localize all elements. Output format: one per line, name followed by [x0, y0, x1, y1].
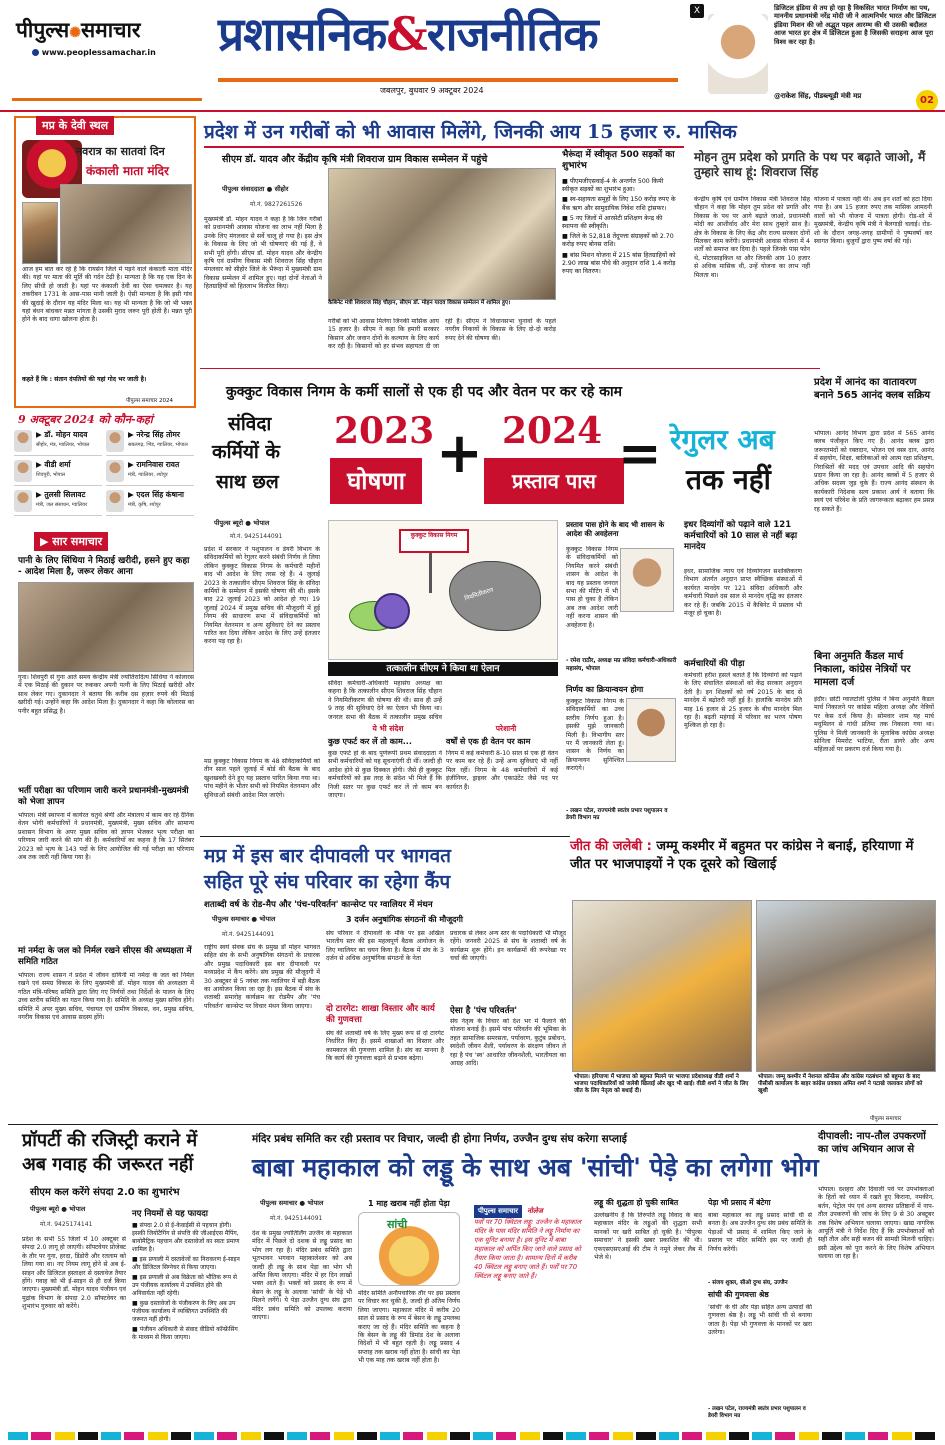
saar-b3: भोपाल। राज्य शासन ने प्रदेश में जीवन दायिनी मां नर्मदा के जल को निर्मल रखने एवं समग्र विकास के लिए मुख्यमंत्री डॉ. मोहन यादव की अध्यक्षता में गठित मंत्रि-परिषद समिति द्वारा लिए गए निर्णयों तथा निर्देशों के पालन के लिए उच्च स्तरीय समिति का गठन किया गया है। समिति के अध्यक्ष मुख्य सचिव होंगे। समिति में अपर मुख्य सचिव, पंचायत एवं ग्रामीण विकास, वन, प्रमुख सचिव, नगरीय विकास एवं आवास सदस्य होंगे। — [18, 972, 194, 1022]
sub1-body: कुछ एफर्ट हो के बाद पूर्णरूपी प्रथम संवाददाता ने सभी कर्मचारियों को यह सूचनाएंगी दी थीं। जल्दी ही आदेश होने से कुछ दिक्कत होगी। जैसे ही कुक्कुट कर्मचारियों को इस तरह के संदेश भी मिले हैं कि निजी सतर पर कुछ एफर्ट कर लें तो काम बन जाएगा। — [328, 750, 442, 800]
cmyk-swatch — [752, 1432, 772, 1440]
lead-byline: पीपुल्स संवाददाता ● सीहोर — [222, 185, 289, 193]
kukkut-rule-top — [200, 368, 820, 369]
schedule-title: 9 अक्टूबर 2024 को कौन-कहां — [18, 413, 153, 426]
page-number: 02 — [916, 90, 938, 112]
jalebi-headline: जम्मू कश्मीर में बहुमत पर कांग्रेस ने बनाई, हरियाणा में जीत पर भाजपाइयों ने एक दूसरे को खिलाई — [570, 839, 914, 872]
orange-rule — [12, 98, 202, 101]
saar-b1: गुना। शिवपुरी से गुना आते समय केन्द्रीय मंत्री ज्योतिरादित्य सिंधिया ने कोलारस में एक मिठाई की दुकान पर रुककर अपनी पत्नी के लिए मिठाई खरीदी और साथ लेकर गए। दुकानदार ने बताया कि करीब दस हज़ार रुपये की मिठाई खरीदी गई। उन्होंने कहा कि आदेश मिला है। दुकानदार ने कहा कि कोलारस का पनीर बहुत प्रसिद्ध है। — [18, 674, 194, 715]
kukkut-body2: मप्र कुक्कुट विकास निगम के 48 संविदाकर्मियों को तीन साल पहले जुलाई में बोर्ड की बैठक के बाद खुशखबरी देने हुए यह प्रस्ताव पारित किया गया था। पांच महीने के भीतर सभी को नियमित वेतनमान और सुविधाओं संबंधी आदेश मिल जाएंगे। — [204, 758, 320, 799]
schedule-entry — [106, 458, 194, 486]
bottom-divider — [8, 1124, 938, 1125]
bhairunda-title: भैरूंदा में स्वीकृत 500 सड़कों का शुभारंभ — [562, 150, 675, 171]
bhairunda-point: ■ स्व-सहायता समूहों के लिए 150 करोड़ रुपए के बैंक ऋण और सामुदायिक निवेश राशि ट्रांसफर। — [562, 196, 676, 212]
person-icon — [14, 490, 32, 512]
anand-body: भोपाल। आनंद विभाग द्वारा प्रदेश में 565 आनंद क्लब पंजीकृत किए गए हैं। आनंद क्लब द्वारा जरूरतमंदों को रक्तदान, भोजन एवं वस्त्र दान, आनंद में सहयोग, शिक्षा, बालिकाओं को आत्म रक्षा प्रशिक्षण, निराश्रितों की मदद एवं उपचार आदि की सहयोग प्रदान किया जा रहा है। आनंद क्लबों में 5 हजार से अधिक सदस्य जुड़ चुके हैं। राज्य आनंद संस्थान के कार्यकारी निदेशक सत्य प्रकाश आर्य ने बताया कि स्वयं एवं परिवेश के प्रति जागरूकता बढ़ाकर हम प्रसन्न रह सकते हैं। — [814, 430, 934, 513]
cmyk-swatch — [496, 1432, 516, 1440]
devi-footnote: कहते हैं कि : संतान दंपतियों की यहां गोद भर जाती है। — [22, 376, 147, 383]
mahakal-col3-title: लड्डू की शुद्धता हो चुकी साबित — [594, 1198, 679, 1207]
mahakal-kicker2: 1 माह खराब नहीं होता पेड़ा — [368, 1199, 450, 1208]
lead-body2: गरीबों को भी आवास मिलेगा जिनकी मासिक आय 15 हजार है। सीएम ने कहा कि हमारी सरकार किसान और जवान दोनों के कल्याण के लिए कार्य कर रही है। किसानों को हर संभव सहायता दी जा रही है। सीएम ने विधानसभा चुनावों के पहले नगरीय निकायों के विकास के लिए दो-दो करोड़ रुपए देने की घोषणा की। — [328, 318, 556, 351]
mahakal-col3-body: उल्लेखनीय है कि तिरुपति लड्डू विवाद के बाद महाकाल मंदिर के लड्डुओं की शुद्धता सभी मानकों पर खरी साबित हो चुकी है। 'पीपुल्स समाचार' ने इसकी खबर प्रकाशित की थी। एफएसएसएआई की टीम ने नमूने लेकर लैब में भेजे थे। — [594, 1212, 702, 1262]
section-title-underline — [218, 78, 678, 82]
devi-header: मप्र के देवी स्थल — [36, 116, 114, 135]
mahakal-col4-body2: 'सांची' के घी और पेड़ा सहित अन्य उत्पादों की गुणवत्ता श्रेष्ठ है। लड्डू भी सांची घी से बनाया जाता है। पेड़ा भी गुणवत्ता के मानकों पर खरा उतरेगा। — [708, 1304, 812, 1337]
idhar-sub-body: कर्मचारी हरीश हसले बताते हैं कि दिव्यांगों को पढ़ाने के लिए संचालित संस्थाओं को केंद्र सरकार अनुदान देती है। इन शिक्षकों को वर्ष 2015 के बाद से मानदेय में बढ़ोतरी नहीं हुई है। हालांकि मानदेय प्रति माह 16 हजार से 25 हजार के बीच मानदेय मिल रहा है। बढ़ती महंगाई में परिवार का भरण पोषण मुश्किल हो रहा है। — [684, 672, 802, 730]
website[interactable]: www.peoplessamachar.in — [32, 48, 156, 57]
person-icon — [14, 460, 32, 482]
bhairunda-points — [562, 178, 678, 278]
cmyk-swatch — [217, 1432, 237, 1440]
lead-rule — [204, 146, 684, 148]
quote1-title: प्रस्ताव पास होने के बाद भी शासन के आदेश की अवहेलना — [566, 520, 665, 538]
idol-photo — [60, 184, 192, 264]
saar-b2: भोपाल। मंत्री स्थापना में कार्यरत चतुर्थ श्रेणी और मंत्रालय में काम कर रहे दैनिक वेतन भोगी कर्मचारियों ने प्रधानमंत्री, मुख्यमंत्री, मुख्य सचिव और सामान्य प्रशासन विभाग के अपर मुख्य सचिव को ज्ञापन भेजकर भृत्य परीक्षा का परिणाम जारी करने की मांग की है। कर्मचारियों का कहना है कि 17 सितंबर 2023 को भृत्य के 143 पदों के लिए आयोजित की गई परीक्षा का परिणाम अब तक जारी नहीं किया गया है। — [18, 812, 194, 862]
jalebi-kicker: जीत की जलेबी : — [570, 839, 652, 854]
cmyk-swatch — [78, 1432, 98, 1440]
cmyk-swatch — [148, 1432, 168, 1440]
property-body: प्रदेश के सभी 55 जिलों में 10 अक्टूबर से संपदा 2.0 लागू हो जाएगी। सॉफ्टवेयर प्रोजेक्ट के तौर पर गुना, हरदा, डिंडोरी और रतलाम को लिया गया था। नए नियम लागू होने से अब ई-साइन और डिजिटल हस्ताक्षर से दस्तावेज तैयार होंगे। गवाह को भी ई-साइन से ही दर्ज किया जाएगा। मुख्यमंत्री डॉ. मोहन यादव पंजीयन एवं मुद्रांक विभाग के संपदा 2.0 सॉफ्टवेयर का शुभारंभ गुरुवार को करेंगे। — [22, 1236, 126, 1311]
box-tag: नोलेज — [527, 1207, 543, 1215]
bhagwat-sub2-title: ऐसा है 'पंच परिवर्तन' — [450, 1006, 517, 1016]
cartoon-caption: तत्कालीन सीएम ने किया था ऐलान — [328, 662, 558, 676]
devi-title2: कंकाली माता मंदिर — [86, 164, 169, 178]
rock-label: नियमितीकरण — [463, 586, 495, 603]
bhagwat-headline2: सहित पूरे संघ परिवार का रहेगा कैंप — [204, 871, 451, 893]
schedule-entry — [106, 428, 194, 456]
globe-icon — [32, 49, 39, 56]
logo-left-text: पीपुल्स — [16, 17, 70, 42]
bhagwat-byline: पीपुल्स समाचार ● भोपाल — [212, 915, 276, 923]
shivraj-headline: मोहन तुम प्रदेश को प्रगति के पथ पर बढ़ाते जाओ, मैं तुम्हारे साथ हूं: शिवराज सिंह — [694, 150, 926, 179]
jalebi-caption2: भोपाल। जम्मू कश्मीर में नेशनल कॉन्फ्रेंस और कांग्रेस गठबंधन को बहुमत के बाद पीसीसी कार्यालय के बाहर कांग्रेस प्रवक्ता अमित शर्मा ने पटाखे जलाकर लोगों को खुशी — [758, 1074, 923, 1095]
schedule-name: ▶ नरेन्द्र सिंह तोमर — [128, 430, 180, 439]
cmyk-swatch — [822, 1432, 842, 1440]
property-phone: मो.नं. 9425174141 — [40, 1221, 93, 1228]
cmyk-swatch — [706, 1432, 726, 1440]
mahakal-body2: मंदिर समिति अनौपचारिक तौर पर इस प्रस्ताव पर विचार कर चुकी है, जल्दी ही अंतिम निर्णय लिया जाएगा। महाकाल मंदिर में करीब 20 साल से प्रसाद के रूप में बेसन के लड्डू उपलब्ध कराए जा रहे हैं। मंदिर समिति का कहना है कि बेसन के लड्डू की डिमांड देश के अलावा विदेशों में भी बहुत रहती है। लड्डू प्रसाद 4 सप्ताह तक खराब नहीं होता है। सांची का पेड़ा भी एक माह तक खराब नहीं होता है। — [358, 1290, 460, 1365]
kukkut-body: प्रदेश में सरकार ने पशुपालन व डेयरी विभाग के संविदाकर्मियों को रेगुलर करने संबंधी निर्णय ले लिया लेकिन कुक्कुट विकास निगम के कर्मचारी महीनों बाद भी आदेश के लिए तरस रहे हैं। 4 जुलाई 2023 के तत्कालीन सीएम शिवराज सिंह के संविदा कर्मियों के सम्मेलन में इसकी घोषणा की थी। इसके बाद 22 जुलाई 2023 को आदेश हो गए। 19 जुलाई 2024 में प्रमुख सचिव की मौजूदगी में हुई निगम की साधारण सभा में संविदाकर्मियों को नियमित वेतनमान व अन्य सुविधाएं देने का प्रस्ताव पारित कर दिया लेकिन आदेश के लिए उन्हें इंतजार करना पड़ रहा है। — [204, 546, 320, 646]
schedule-place: शिवपुरी, भोपाल — [36, 472, 66, 478]
mahakal-col4-body: बाबा महाकाल का लड्डू प्रसाद सांची घी से बनता है। अब उज्जैन दुग्ध संघ प्रबंध समिति के पेड़ाओं भी प्रसाद में शामिल किए जाने के प्रस्ताव पर मंदिर समिति इस पर जल्दी ही निर्णय करेगी। — [708, 1212, 812, 1253]
naap-body: भोपाल। दशहरा और दिवाली पर्व पर उपभोक्ताओं के हितों को ध्यान में रखते हुए किराना, नमकीन, बर्तन, पेट्रोल पंप एवं अन्य सराफा प्रतिष्ठानों में नाप-तौल उपकरणों की जांच के लिए 9 से 30 अक्टूबर तक विशेष अभियान चलाया जाएगा। खाद्य नागरिक आपूर्ति मंत्री ने निर्देश दिए हैं कि उपभोक्ताओं को सही तौल और सही बजन की सामग्री मिलनी चाहिए। इसी उद्देश्य को पूरा करने के लिए विशेष अभियान चलाया जा रहा है। — [818, 1186, 934, 1261]
bhagwat-rule — [200, 836, 570, 837]
sub2-body: निगम में कई कर्मचारी 8-10 साल से एक ही वेतन पर काम कर रहे हैं। उन्हें अन्य सुविधाएं भी नहीं मिल रहीं। निगम के 48 कर्मचारियों में कई इंजीनियर, ड्राइवर और एकाउंटेंट जैसे पद पर कार्यरत हैं। — [446, 750, 558, 791]
cmyk-swatch — [636, 1432, 656, 1440]
label-prastav: प्रस्ताव पास — [484, 458, 624, 504]
bhagwat-body3: प्रचारक से लेकर अन्य स्तर के पदाधिकारी भी मौजूद रहेंगे। जनवरी 2025 से संघ के शताब्दी वर्ष के कार्यक्रम शुरू होंगे। इन कार्यक्रमों की रूपरेखा पर चर्चा की जाएगी। — [450, 930, 566, 963]
masthead-rule — [0, 110, 945, 112]
sub2-title: परेशानी — [495, 724, 517, 733]
plus-sign: + — [436, 421, 483, 486]
jalebi-caption1: भोपाल। हरियाणा में भाजपा को बहुमत मिलने पर भाजपा प्रदेशाध्यक्ष वीडी शर्मा ने भाजपा पदाधिकारियों को जलेबी खिलाई और खुद भी खाई। वीडी शर्मा ने जीत के लिए जीत के लिए नेतृत्व को बधाई दी। — [574, 1074, 749, 1095]
x-icon: X — [690, 4, 704, 18]
schedule-name: ▶ रामनिवास रावत — [128, 460, 180, 469]
cmyk-swatch — [543, 1432, 563, 1440]
saar-h1: पानी के लिए सिंधिया ने मिठाई खरीदी, हसने हुए कहा - आदेश मिला है, जरूर लेकर आना — [18, 556, 190, 577]
cmyk-swatch — [403, 1432, 423, 1440]
tagline-line1: संविदा — [228, 413, 272, 435]
schedule-place: मंत्री, कृषि, श्योपुर — [128, 502, 161, 508]
idhar-sub-title: कर्मचारियों की पीड़ा — [684, 659, 745, 669]
cmyk-swatch — [915, 1432, 935, 1440]
property-new-title: नए नियमों से यह फायदा — [132, 1209, 208, 1219]
cmyk-swatch — [264, 1432, 284, 1440]
naap-title: दीपावली: नाप-तौल उपकरणों का जांच अभियान आज से — [818, 1131, 926, 1155]
kukkut-phone: मो.नं. 9425144091 — [230, 533, 283, 540]
cmyk-swatch — [427, 1432, 447, 1440]
jalebi-photo1 — [572, 900, 752, 1072]
bhagwat-phone: मो.नं. 9425144091 — [222, 931, 275, 938]
quote-author: @राकेश सिंह, पीडब्ल्यूडी मंत्री मप्र — [774, 92, 862, 100]
shivraj-body: केन्द्रीय कृषि एवं ग्रामीण विकास मंत्री शिवराज सिंह चौहान ने कहा कि मोहन तुम प्रदेश को प्रगति और विकास के पथ पर आगे बढ़ाते जाओ, प्रधानमंत्री मोदी का आशीर्वाद और मेरा साथ तुम्हारे साथ है। क्षेत्र के विकास के लिए केंद्र और राज्य सरकार दोनों मिलकर काम करेंगी। प्रधानमंत्री आवास योजना में 4 शर्तों को समाप्त कर दिया है। पहले जिनके पास फोन थे, मोटरसाइकिल था और जिनकी आय 10 हजार से अधिक मासिक थी, उन्हें योजना का लाभ नहीं मिलता था। — [694, 196, 810, 279]
quote-box — [690, 4, 940, 112]
section-title: प्रशासनिक&राजनीतिक — [218, 7, 598, 61]
schedule-name: ▶ एदल सिंह कंषाना — [128, 490, 184, 499]
cmyk-swatch — [55, 1432, 75, 1440]
schedule-name: ▶ डॉ. मोहन यादव — [36, 430, 88, 439]
cmyk-swatch — [124, 1432, 144, 1440]
devi-title1: नवरात्र का सातवां दिन — [76, 145, 165, 158]
person-icon — [14, 430, 32, 452]
cartoon — [328, 520, 558, 660]
bhagwat-body: राष्ट्रीय स्वयं सेवक संघ के प्रमुख डॉ मोहन भागवत सहित संघ के सभी अनुषांगिक संगठनों के प्रचारक और प्रमुख पदाधिकारी इस बार दीपावली पर मध्यप्रदेश में कैंप करेंगे। संघ प्रमुख की मौजूदगी में 30 अक्टूबर से 5 नवंबर तक ग्वालियर में बड़ी बैठक का आयोजन किया जा रहा है। इस बैठक में संघ के शताब्दी समारोह कार्यक्रम का रोडमैप और 'पंच परिवर्तन' कान्सेप्ट पर विचार मंथन किया जाएगा। — [204, 944, 320, 1010]
lead-headline: प्रदेश में उन गरीबों को भी आवास मिलेंगे, जिनकी आय 15 हजार रु. मासिक — [204, 121, 737, 143]
quote2-body: कुक्कुट विकास निगम के संविदाकर्मियों का उच्च स्तरीय निर्णय हुआ है। इसकी मुझे जानकारी मिली है। विभागीय स्तर पर मैं जानकारी लेता हूं। शासन के निर्णय का क्रियान्वयन सुनिश्चित कराएंगे। — [566, 698, 624, 773]
mahakal-phone: मो.नं. 9425144091 — [270, 1215, 323, 1222]
quote1-photo — [620, 548, 674, 612]
mahakal-col4-title: पेड़ा भी प्रसाद में बंटेगा — [708, 1198, 771, 1207]
schedule-place: मंत्री, ग्वालियर, श्योपुर — [128, 472, 168, 478]
mahakal-headline: बाबा महाकाल को लड्डू के साथ अब 'सांची' पेड़े का लगेगा भोग — [252, 1153, 819, 1182]
quote1-by: - रमेश राठौर, अध्यक्ष मप्र संविदा कर्मचारी-अधिकारी महासंघ, भोपाल — [566, 658, 677, 672]
cmyk-swatch — [450, 1432, 470, 1440]
logo-star-icon: ✺ — [69, 25, 81, 41]
result-line1: रेगुलर अब — [670, 423, 775, 456]
mahakal-kicker: मंदिर प्रबंध समिति कर रही प्रस्ताव पर विचार, जल्दी ही होगा निर्णय, उज्जैन दुग्ध संघ करेगा सप्लाई — [252, 1133, 627, 1145]
cmyk-swatch — [194, 1432, 214, 1440]
quote2-title: निर्णय का क्रियान्वयन होगा — [566, 685, 644, 694]
lead-phone: मो.नं. 9827261526 — [250, 201, 303, 208]
property-point: ■ कुछ दस्तावेजों के पंजीकरण के लिए अब उप पंजीयक कार्यालय में व्यक्तिगत उपस्थिति की जरूरत नहीं होगी। — [132, 1300, 236, 1323]
saar-header-box — [14, 528, 196, 558]
sub1-title: ये भी संदेश — [372, 724, 404, 733]
schedule — [14, 412, 196, 522]
cmyk-swatch — [520, 1432, 540, 1440]
jalebi-heading — [570, 838, 936, 898]
saar-h3: मां नर्मदा के जल को निर्मल रखने सीएस की अध्यक्षता में समिति गठित — [18, 946, 192, 967]
quote2-photo — [626, 698, 676, 762]
bhagwat-sub2-body: संघ नेतृत्व के विचार को देश भर में फैलाने की योजना बनाई है। इसमें पांच परिवर्तन की भूमिका के तहत सामाजिक समरसता, पर्यावरण, कुटुंब प्रबोधन, स्वदेशी जीवन शैली, पर्यावरण के संरक्षण जीवन ले रहा है पंच 'स्व' आधारित जीवनशैली, भारतीयता का आग्रह आदि। — [450, 1018, 566, 1068]
equals-sign: = — [618, 424, 662, 484]
schedule-entry — [106, 488, 194, 516]
cmyk-swatch — [334, 1432, 354, 1440]
cmyk-swatch — [171, 1432, 191, 1440]
tagline-line2: कर्मियों के — [212, 441, 281, 463]
cmyk-swatch — [380, 1432, 400, 1440]
devi-credit: पीपुल्स समाचार 2024 — [126, 398, 174, 404]
logo — [16, 16, 141, 44]
label-ghoshna: घोषणा — [330, 458, 422, 504]
schedule-place: सबलगढ़, भिंड, ग्वालियर, भोपाल — [128, 442, 188, 448]
property-point: ■ पंजीयन अधिकारी से संवाद वीडियो कॉन्फ्रेंसिंग के माध्यम से किया जाएगा। — [132, 1326, 238, 1341]
saar-header: ▶ सार समाचार — [34, 532, 108, 551]
property-point: ■ इस प्रणाली में दस्तावेजों का निराकरण ई-साइन और डिजिटल सिग्नेचर से किया जाएगा। — [132, 1256, 240, 1271]
cmyk-swatch — [729, 1432, 749, 1440]
property-byline: पीपुल्स ब्यूरो ● भोपाल — [30, 1205, 86, 1213]
person-icon — [106, 430, 124, 452]
saar-h2: भर्ती परीक्षा का परिणाम जारी करने प्रधानमंत्री-मुख्यमंत्री को भेजा ज्ञापन — [18, 786, 189, 807]
cmyk-swatch — [682, 1432, 702, 1440]
mahakal-byline: पीपुल्स समाचार ● भोपाल — [260, 1199, 324, 1207]
bhagwat-headline1: मप्र में इस बार दीपावली पर भागवत — [204, 845, 451, 867]
person-icon — [106, 490, 124, 512]
cmyk-swatch — [357, 1432, 377, 1440]
box-title: पीपुल्स समाचार — [474, 1205, 522, 1218]
idhar-body: इधर, सामाजिक न्याय एवं दिव्यांगजन सशक्तिकरण विभाग अंतर्गत अनुदान प्राप्त स्वैच्छिक संस्थाओं में कार्यरत मानदेय पर 121 संविदा अधिकारी और कर्मचारी पिछले दस साल से मानदेय वृद्धि का इंतजार कर रहे हैं। जबकि 2015 में कैबिनेट में प्रस्ताव भी मंजूर हो चुका है। — [684, 568, 802, 618]
shivraj-body2: योजना में पात्रता नहीं थी। अब इन शर्तों को हटा दिया गया है। अब 15 हजार रुपए तक मासिक आमदनी वालों को भी योजना में पात्रता होगी। रोड-शो में मुख्यमंत्री, केन्द्रीय कृषि मंत्री ने बैलगाड़ी चलाई। रोड-शो के दौरान जगह-जगह ग्रामीणों ने पुष्पवर्षा कर स्वागत किया। बुजुर्गों द्वारा पुष्प वर्षा की गई। — [814, 196, 932, 246]
cmyk-swatch — [310, 1432, 330, 1440]
sign-post — [429, 553, 432, 593]
saar-photo — [18, 582, 194, 672]
mahakal-box-header — [474, 1198, 592, 1216]
year-2023: 2023 — [334, 410, 435, 452]
lead-photo-caption: कैबिनेट मंत्री शिवराज सिंह चौहान, सीएम डॉ. मोहन यादव विकास सम्मेलन में शामिल हुए। — [328, 300, 511, 306]
temple-photo — [22, 202, 58, 264]
rock-icon — [449, 561, 541, 631]
devi-box — [14, 116, 196, 408]
property-points — [132, 1222, 242, 1344]
year-2024: 2024 — [502, 410, 603, 452]
cmyk-swatch — [566, 1432, 586, 1440]
bhairunda-point: ■ बांस मिशन योजना में 215 बांस हितग्राहियों को 2.90 लाख बांस पौधे की अनुदान राशि 1.4 करोड़ रुपए का वितरण। — [562, 251, 676, 276]
cmyk-swatch — [589, 1432, 609, 1440]
property-subhead: सीएम कल करेंगे संपदा 2.0 का शुभारंभ — [30, 1187, 180, 1198]
cmyk-strip — [8, 1432, 938, 1440]
cmyk-swatch — [31, 1432, 51, 1440]
cmyk-swatch — [775, 1432, 795, 1440]
kukkut-body3: संविदा कर्मचारी-अधिकारी महासंघ अध्यक्ष का कहना है कि तत्कालीन सीएम शिवराज सिंह चौहान ने नियमितीकरण की घोषणा की थी। साथ ही उन्हें 9 तरह की सुविधाएं देने का ऐलान भी किया था। जनरल सभा की बैठक में तत्कालीन प्रमुख सचिव — [328, 680, 442, 720]
jalebi-photo2 — [756, 900, 936, 1072]
schedule-place: मंत्री, जल संसाधन, ग्वालियर — [36, 502, 88, 508]
mahakal-col4-by2: - लखन पटेल, राज्यमंत्री स्वतंत्र प्रभार पशुपालन व डेयरी विभाग मप्र — [708, 1406, 806, 1419]
quote2-by: - लखन पटेल, राज्यमंत्री स्वतंत्र प्रभार पशुपालन व डेयरी विभाग मप्र — [566, 808, 668, 822]
mahakal-body: देश के प्रमुख ज्योतिर्लिंग उज्जैन के महाकाल मंदिर में पिछले दो दशक से लड्डू प्रसाद का भोग लग रहा है। मंदिर प्रबंध समिति द्वारा भूतभावन भगवान महाकालेश्वर को अब जल्दी ही लड्डू के साथ पेड़ा का भोग भी अर्पित किया जाएगा। मंदिर में हर दिन लाखों भक्त आते हैं। भक्तों को प्रसाद के रूप में बेसन के लड्डू के अलावा 'सांची' के पेड़े भी मिलने लगेंगे। ये पेड़ा उज्जैन दुग्ध संघ द्वारा मंदिर प्रबंध समिति को उपलब्ध कराया जाएगा। — [252, 1230, 352, 1322]
cmyk-swatch — [241, 1432, 261, 1440]
cmyk-swatch — [799, 1432, 819, 1440]
anand-title2: बिना अनुमति कैंडल मार्च निकाला, कांग्रेस नेत्रियों पर मामला दर्ज — [814, 651, 911, 688]
property-headline2: अब गवाह की जरूरत नहीं — [22, 1154, 194, 1175]
minister-photo — [708, 14, 768, 94]
devi-body: आज हम बात कर रहे है कि रायसेन जिले में पड़ने वाले कंकाली माता मंदिर की। यहां पर माता की मूर्ति की गर्दन टेढ़ी है। मान्यता है कि यह एक दिन के लिए सीधी हो जाती है। यहां पर कंकाली देवी का ऐसा चमत्कार है। यह तकरीबन 1731 के आस-पास मानी जाती है। ऐसी मान्यता है कि इसी गांव की खुदाई के दौरान यह मंदिर मिला था। यह भी मान्यता है कि जो भी भक्त यहां बंधन बांधकर मन्नत मांगता है उसकी मुराद जरूर पूरी होती है। मन्नत पूरी होने के बाद धागा खोलना होता है। — [22, 266, 192, 324]
schedule-name: ▶ तुलसी सिलावट — [36, 490, 86, 499]
mahakal-col4-by: - संजय शुक्ल, सीओ दुग्ध संघ, उज्जैन — [708, 1280, 788, 1286]
anand-title: प्रदेश में आनंद का वातावरण बनाने 565 आनंद क्लब सक्रिय — [814, 377, 931, 401]
bhairunda-point: ■ 5 नए जिलों में आरसेटी प्रशिक्षण केन्द्र की स्थापना की स्वीकृति। — [562, 214, 663, 231]
cmyk-swatch — [8, 1432, 28, 1440]
result-line2: तक नहीं — [686, 463, 771, 496]
sub1-head: कुछ एफर्ट कर लें तो काम... — [328, 737, 412, 746]
person-icon — [106, 460, 124, 482]
schedule-entry — [14, 488, 102, 516]
kukkut-headline: कुक्कुट विकास निगम के कर्मी सालों से एक ही पद और वेतन पर कर रहे काम — [226, 384, 622, 400]
cmyk-swatch — [892, 1432, 912, 1440]
anand-body2: इंदौर। छोटी ग्वालटोली पुलिस ने बिना अनुमति कैंडल मार्च निकालने पर कांग्रेस महिला अध्यक्ष और नेत्रियों पर केस दर्ज किया है। सोमवार शाम यह मार्च मधुमिलन से गांधी प्रतिमा तक निकाला गया था। पुलिस ने मिली जानकारी के मुताबिक कांग्रेस अध्यक्ष सोनिला मिमरोट भाटिया, रीता डागरे और अन्य महिलाओं पर प्रकरण दर्ज किया गया है। — [814, 696, 934, 754]
schedule-name: ▶ वीडी शर्मा — [36, 460, 71, 469]
dateline: जबलपुर, बुधवार 9 अक्टूबर 2024 — [380, 86, 484, 95]
lead-body: मुख्यमंत्री डॉ. मोहन यादव ने कहा है कि जिन गरीबों को प्रधानमंत्री आवास योजना का लाभ नहीं मिला है उनके लिए मंगलवार से सर्वे चालू हो गया है। इस क्षेत्र के विकास के लिए जो भी घोषणाएं की गई हैं, वे सभी पूरी होंगी। सीएम डॉ. मोहन यादव और केन्द्रीय कृषि एवं ग्रामीण विकास मंत्री शिवराज सिंह चौहान मंगलवार को सीहोर जिले के भैरूंदा में मुख्यमंत्री ग्राम विकास सम्मेलन में शामिल हुए। यहां दोनों नेताओं ने हितग्राहियों को हितलाभ वितरित किए। — [204, 216, 322, 291]
bhagwat-sub1-title: दो टारगेट: शाखा विस्तार और कार्य की गुणवत्ता — [326, 1004, 435, 1025]
schedule-entry — [14, 458, 102, 486]
bhagwat-sub1-body: संघ की शताब्दी वर्ष के लिए मुख्य रूप से दो टारगेट निर्धारित किए हैं। इसमें शाखाओं का विस्तार और कामकाज की गुणवत्ता शामिल है। संघ का मानना है कि कार्य की गुणवत्ता बढ़ाने से प्रभाव बढ़ेगा। — [326, 1030, 444, 1063]
quote-text: डिजिटल इंडिया से तय हो रहा है विकसित भारत निर्माण का पथ, माननीय प्रधानमंत्री नरेंद्र मोदी जी ने आत्मनिर्भर भारत और डिजिटल इंडिया मिशन की जो अद्भुत पहल आरम्भ की थी उसकी बदौलत आज भारत हर क्षेत्र में डिजिटल हुआ है जिसकी सराहना आज पूरा विश्व कर रहा है। — [774, 4, 936, 46]
mahakal-col4-title2: सांची की गुणवत्ता श्रेष्ठ — [708, 1290, 769, 1299]
cmyk-swatch — [868, 1432, 888, 1440]
bhagwat-kicker: 3 दर्जन अनुषांगिक संगठनों की मौजूदगी — [346, 915, 463, 924]
cmyk-bars — [12, 60, 212, 100]
tagline-line3: साथ छल — [216, 471, 279, 493]
property-headline1: प्रॉपर्टी की रजिस्ट्री कराने में — [22, 1130, 198, 1151]
bhairunda-point: ■ पीएमजीएसवाई-4 के अन्तर्गत 500 किमी स्वीकृत सड़कों का शुभारंभ हुआ। — [562, 178, 664, 194]
logo-right-text: समाचार — [80, 17, 141, 42]
cmyk-swatch — [845, 1432, 865, 1440]
cmyk-swatch — [473, 1432, 493, 1440]
schedule-place: सीहोर, मंत्र, ग्वालियर, भोपाल — [36, 442, 90, 448]
schedule-entry — [14, 428, 102, 456]
quote1-body: कुक्कुट विकास निगम के संविदाकर्मियों को नियमित करने संबंधी शासन के आदेश के बाद यह प्रस्ताव जनरल सभा की मीटिंग में भी पास हो चुका है लेकिन अब तक आदेश जारी नहीं करना शासन की अवहेलना है। — [566, 546, 618, 629]
property-point: ■ इस प्रणाली से अब विक्रेता को भौतिक रूप से उप पंजीयक कार्यालय में उपस्थित होने की अनिवार्यता नहीं रहेगी। — [132, 1274, 237, 1297]
snail-shell-icon — [374, 593, 410, 629]
jalebi-credit: पीपुल्स समाचार — [870, 1116, 902, 1122]
cmyk-swatch — [659, 1432, 679, 1440]
mahakal-box-body: पर्वों पर 70 क्विंटल लड्डू: उज्जैन के महाकाल मंदिर के पास मंदिर समिति ने लड्डू निर्माण का एक यूनिट बनाया है। इस यूनिट में बाबा महाकाल को अर्पित किए जाने वाले प्रसाद को तैयार किया जाता है। सामान्य दिनों में करीब 40 क्विंटल लड्डू बनाए जाते हैं। पर्वों पर 70 क्विंटल लड्डू बनाए जाते हैं। — [474, 1218, 582, 1280]
cmyk-swatch — [613, 1432, 633, 1440]
bhagwat-subhead: शताब्दी वर्ष के रोड-मैप और 'पंच-परिवर्तन' कान्सेप्ट पर ग्वालियर में मंथन — [204, 900, 433, 910]
bhagwat-body2: संघ परिवार ने दीपावली के मौके पर इस अखिल भारतीय स्तर की इस महत्वपूर्ण बैठक आयोजन के लिए ग्वालियर का चयन किया है। बैठक में संघ के 3 दर्जन से अधिक अनुषांगिक संगठनों के नेता — [326, 930, 444, 963]
cartoon-sign: कुक्कुट विकास निगम — [399, 529, 469, 553]
idhar-title: इधर दिव्यांगों को पढ़ाने वाले 121 कर्मचारियों को 10 साल से नहीं बढ़ा मानदेय — [684, 520, 798, 552]
bhairunda-point: ■ जिले के 52,818 तेंदूपत्ता संग्राहकों को 2.70 करोड़ रुपए बोनस राशि। — [562, 233, 674, 249]
kukkut-tagline — [200, 408, 320, 516]
sub2-head: वर्षों से एक ही वेतन पर काम — [446, 737, 531, 746]
sanchi-logo: सांची — [387, 1218, 408, 1231]
cmyk-swatch — [101, 1432, 121, 1440]
sanchi-image — [358, 1212, 460, 1286]
lead-subhead: सीएम डॉ. यादव और केंद्रीय कृषि मंत्री शिवराज ग्राम विकास सम्मेलन में पहुंचे — [222, 154, 488, 165]
cmyk-swatch — [287, 1432, 307, 1440]
kukkut-byline: पीपुल्स ब्यूरो ● भोपाल — [214, 519, 270, 527]
property-point: ■ संपदा 2.0 से ई-केवाईसी से पहचान होगी। इसकी जियोटैगिंग से संपत्ति की जीआईएस मैपिंग, बायोमैट्रिक पहचान और दस्तावेजों का स्वतः प्रमाण शामिल है। — [132, 1222, 240, 1253]
lead-photo — [328, 168, 556, 300]
